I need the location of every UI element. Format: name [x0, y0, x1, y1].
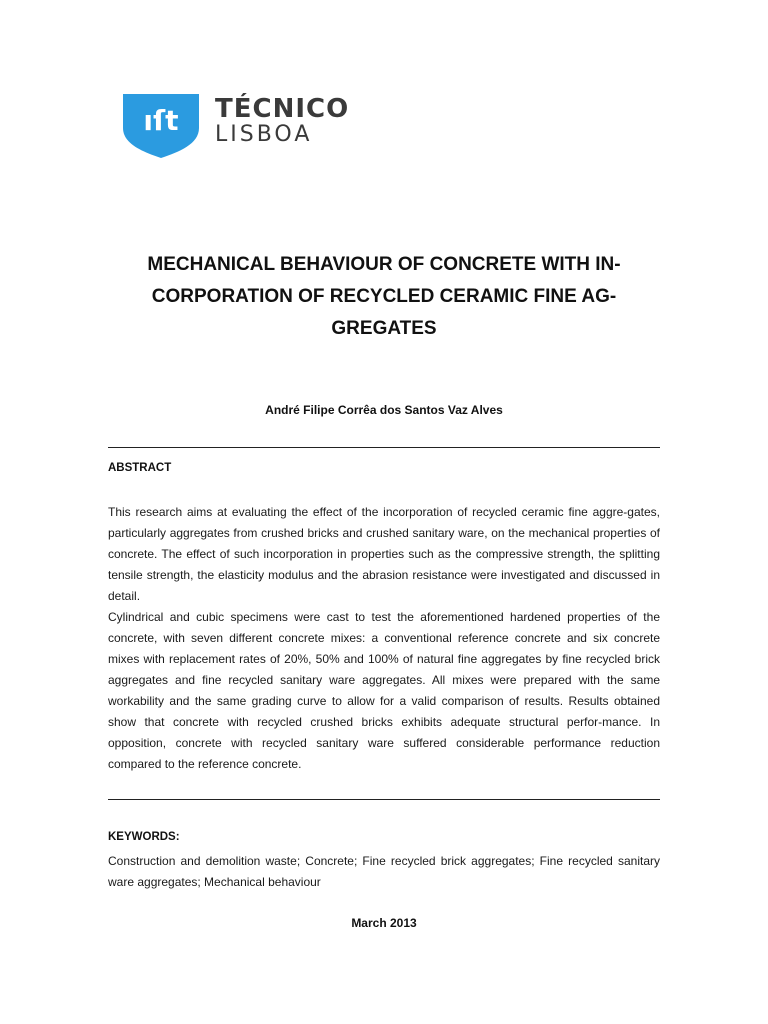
abstract-paragraph: This research aims at evaluating the effect of the incorporation of recycled ceramic fine aggre-gates, particularly aggregates from crushed bricks and crushed sanitary ware, on the mechanical properties of concrete. The effect of such incorporation in properties such as the compressive strength, the splitting tensile strength, the elasticity modulus and the abrasion resistance were investigated and discussed in detail.	[108, 505, 660, 603]
bottom-divider	[108, 799, 660, 800]
publication-date: March 2013	[351, 916, 417, 930]
keywords-heading: KEYWORDS:	[108, 831, 180, 843]
author-name: André Filipe Corrêa dos Santos Vaz Alves	[265, 403, 503, 417]
top-divider	[108, 447, 660, 448]
abstract-heading: ABSTRACT	[108, 462, 172, 474]
logo-wordmark	[215, 96, 349, 146]
logo-line-tecnico: TÉCNICO	[215, 94, 350, 124]
institution-logo	[123, 94, 349, 158]
title-line: CORPORATION OF RECYCLED CERAMIC FINE AG-	[151, 286, 617, 307]
shield-logo-icon	[123, 94, 199, 158]
paper-title	[108, 249, 660, 345]
title-line: MECHANICAL BEHAVIOUR OF CONCRETE WITH IN-	[147, 254, 621, 275]
logo-line-lisboa: LISBOA	[215, 122, 313, 147]
logo-mark-text: ıſt	[143, 104, 179, 137]
keywords-text: Construction and demolition waste; Concrete; Fine recycled brick aggregates; Fine recycled sanitary ware aggregates; Mechanical behaviour	[108, 854, 660, 889]
title-line: GREGATES	[331, 318, 437, 339]
abstract-body	[108, 502, 660, 775]
abstract-paragraph: Cylindrical and cubic specimens were cast to test the aforementioned hardened properties of the concrete, with seven different concrete mixes: a conventional reference concrete and six concrete mixes with replacement rates of 20%, 50% and 100% of natural fine aggregates by fine recycled brick aggregates and fine recycled sanitary ware aggregates. All mixes were prepared with the same workability and the same grading curve to allow for a valid comparison of results. Results obtained show that concrete with recycled crushed bricks exhibits adequate structural perfor-mance. In opposition, concrete with recycled sanitary ware suffered considerable performance reduction compared to the reference concrete.	[108, 610, 660, 771]
